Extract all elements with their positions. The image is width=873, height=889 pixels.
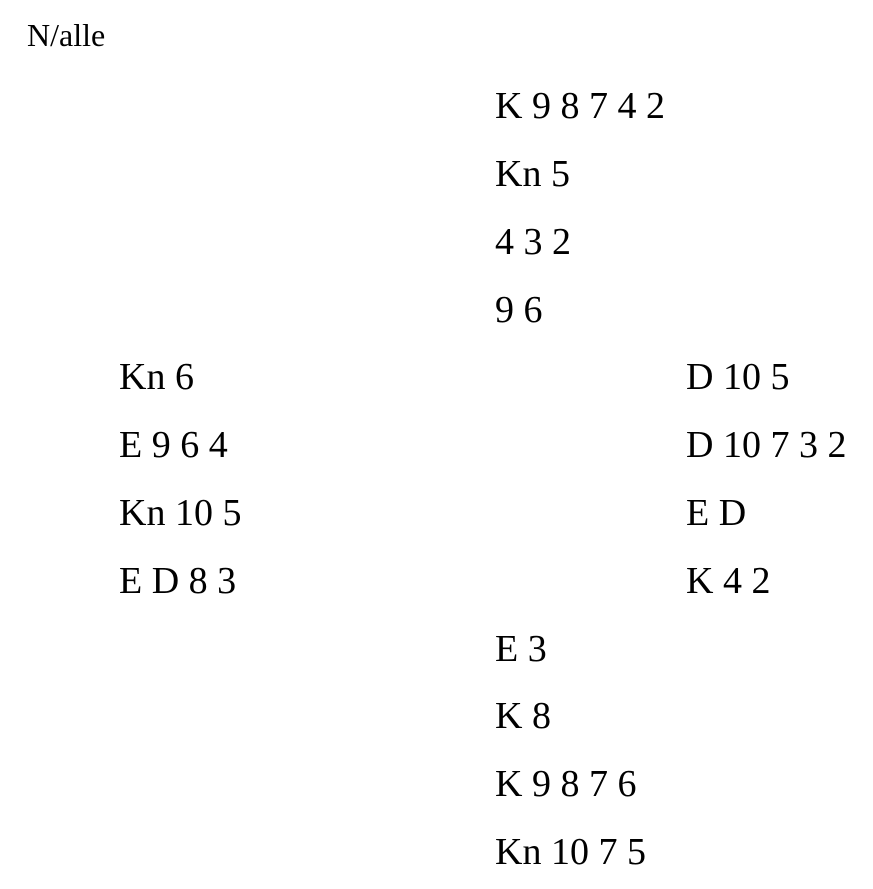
north-hand-line-2: Kn 5	[495, 153, 570, 195]
east-hand-line-3: E D	[686, 492, 747, 534]
north-hand-line-4: 9 6	[495, 289, 543, 331]
west-hand-line-4: E D 8 3	[119, 560, 237, 602]
dealer-vulnerability-label: N/alle	[27, 17, 106, 53]
east-hand-line-4: K 4 2	[686, 560, 771, 602]
south-hand-line-3: K 9 8 7 6	[495, 763, 637, 805]
east-hand-line-1: D 10 5	[686, 356, 790, 398]
west-hand-line-3: Kn 10 5	[119, 492, 242, 534]
south-hand-line-4: Kn 10 7 5	[495, 831, 646, 873]
north-hand-line-3: 4 3 2	[495, 221, 571, 263]
west-hand-line-1: Kn 6	[119, 356, 194, 398]
south-hand-line-1: E 3	[495, 628, 547, 670]
north-hand-line-1: K 9 8 7 4 2	[495, 85, 665, 127]
west-hand-line-2: E 9 6 4	[119, 424, 228, 466]
east-hand-line-2: D 10 7 3 2	[686, 424, 847, 466]
south-hand-line-2: K 8	[495, 695, 551, 737]
